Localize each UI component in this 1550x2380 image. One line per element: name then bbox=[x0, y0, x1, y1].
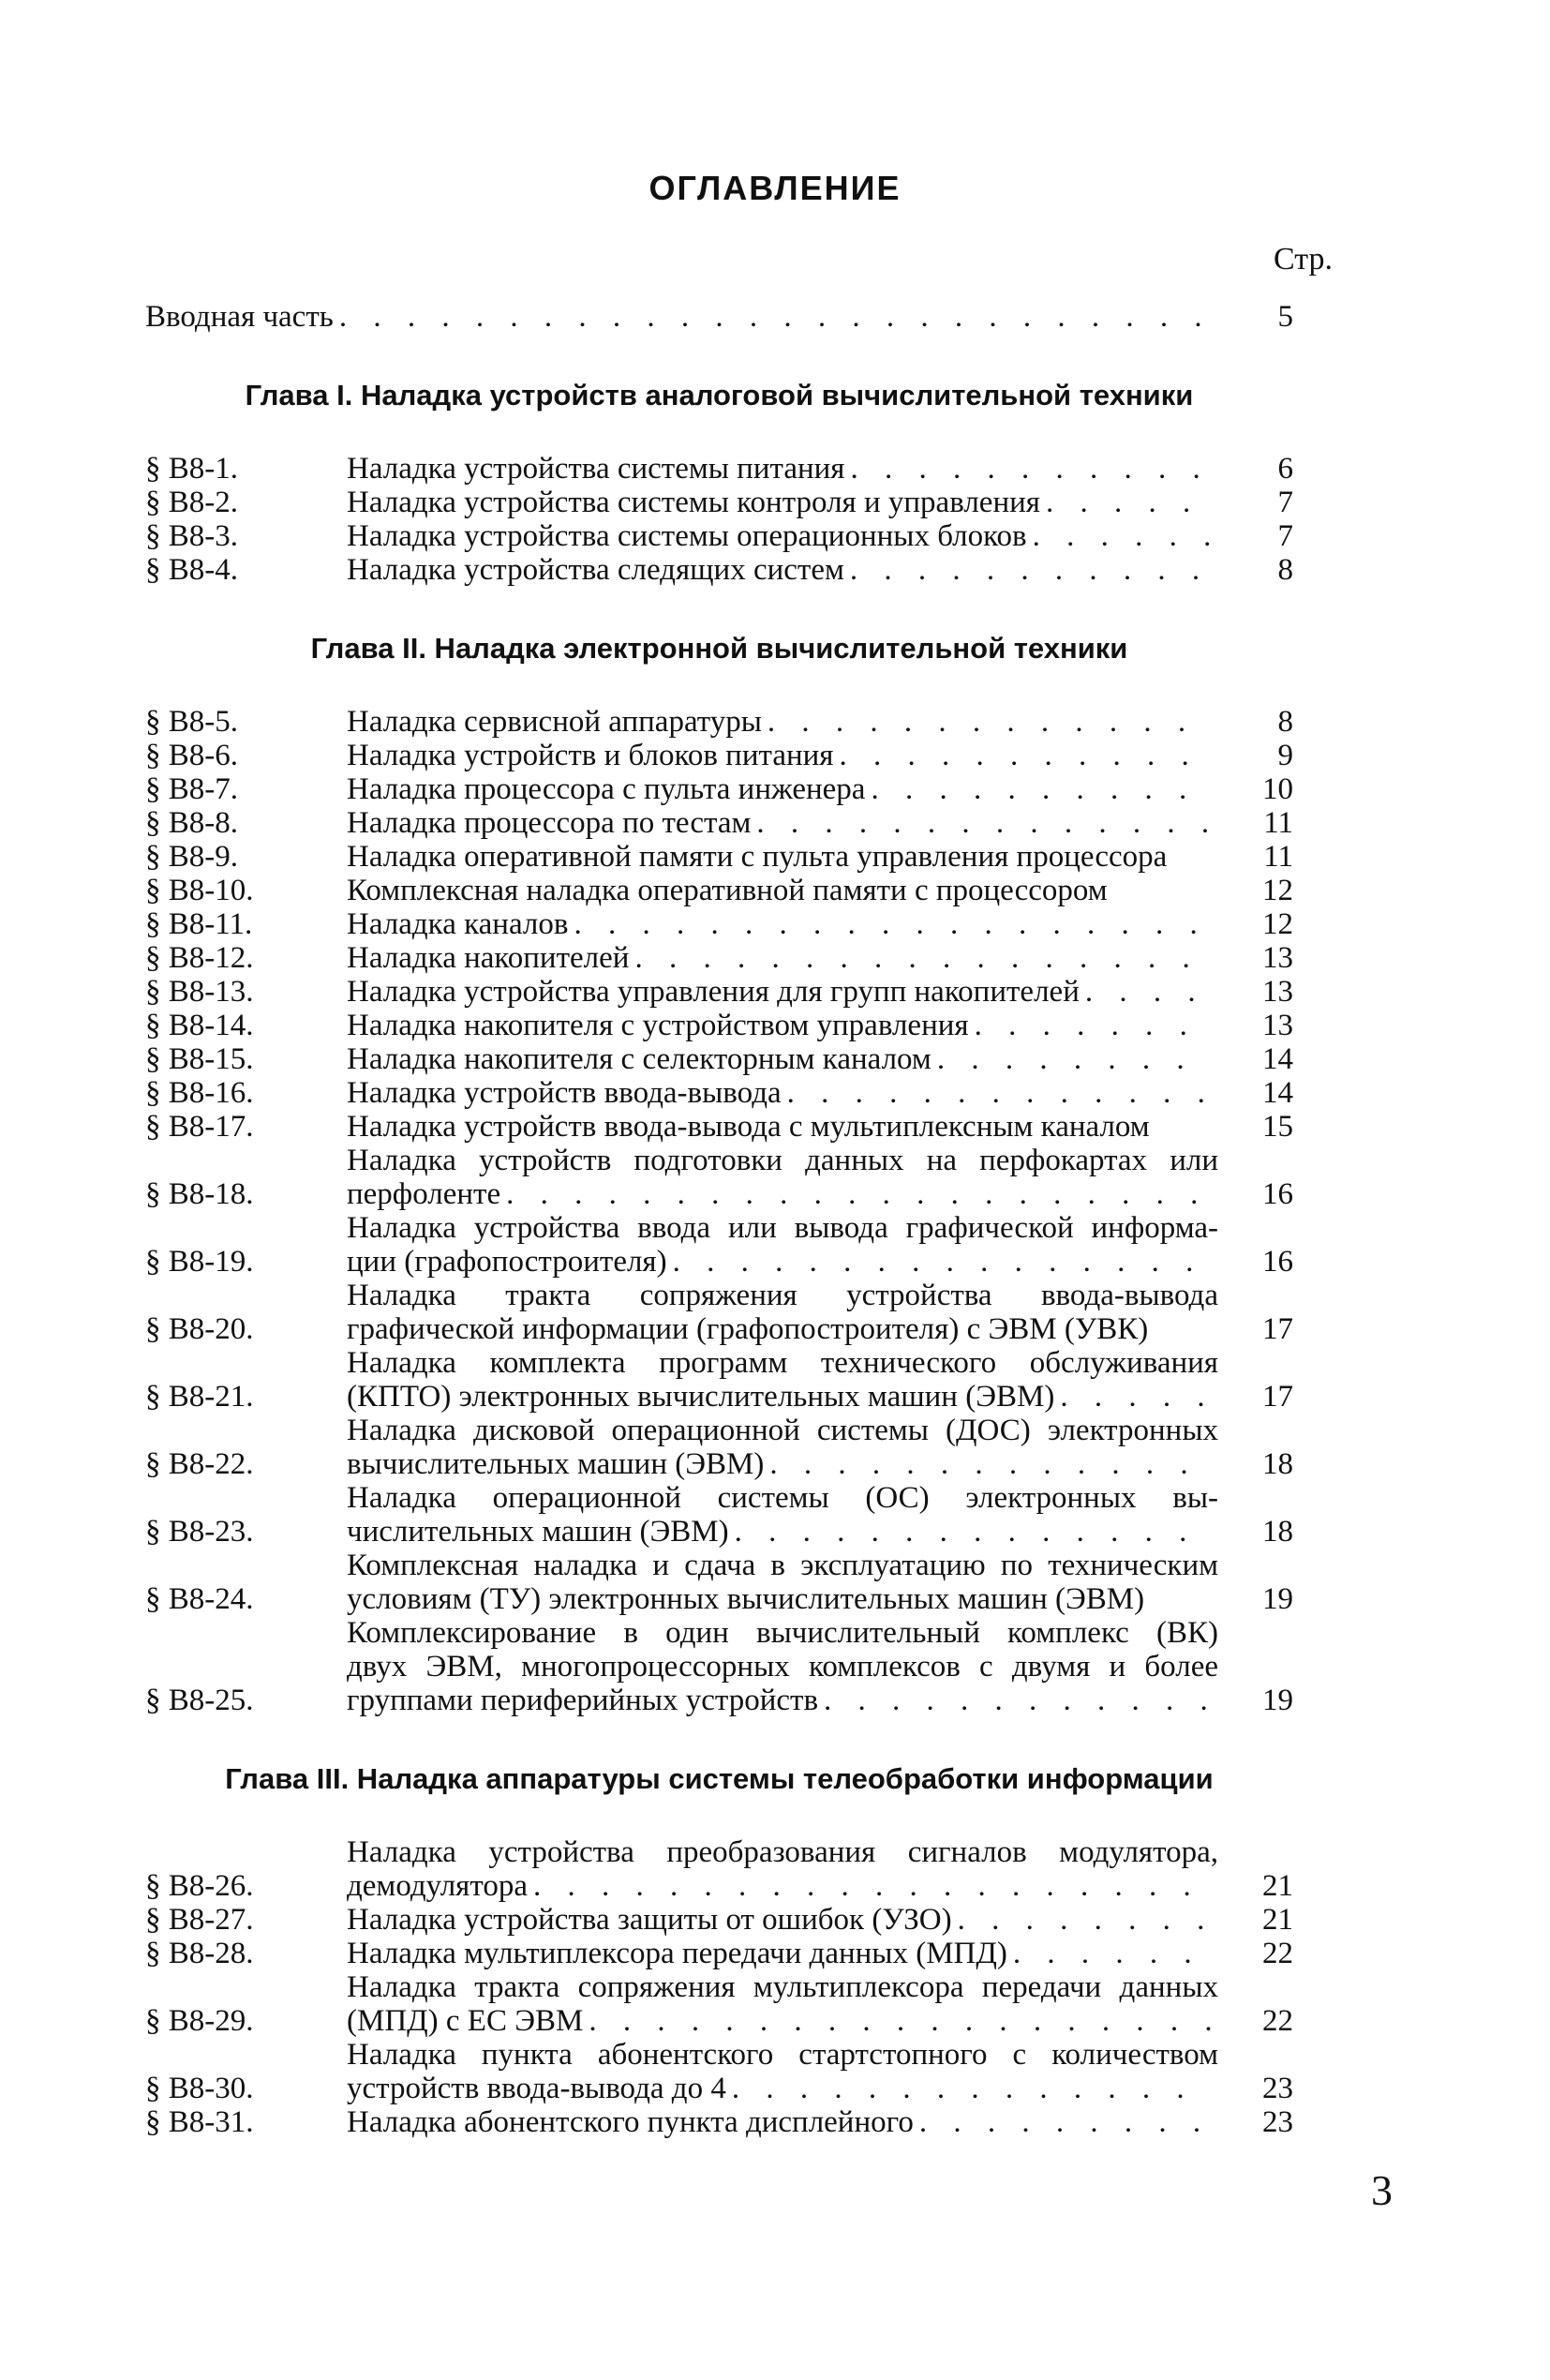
toc-entry-text: Наладка устройств ввода-вывода с мультиплексным каналом bbox=[347, 1110, 1150, 1144]
section-number: § В8-17. bbox=[145, 1110, 254, 1144]
spacer bbox=[145, 334, 1293, 379]
toc-entry-text: Наладка устройства системы питания bbox=[347, 452, 845, 486]
toc-entry[interactable] bbox=[145, 1042, 1293, 1076]
toc-entry-text: Вводная часть bbox=[145, 300, 334, 334]
leader-dots bbox=[787, 1076, 1213, 1110]
section-title bbox=[347, 1616, 1218, 1717]
section-number: § В8-24. bbox=[145, 1582, 254, 1616]
section-title-last-line bbox=[347, 907, 1218, 941]
toc-entry[interactable] bbox=[145, 1903, 1293, 1937]
section-number: § В8-15. bbox=[145, 1042, 254, 1076]
toc-entry-page: 19 bbox=[1262, 1582, 1293, 1616]
toc-entry-page: 12 bbox=[1262, 874, 1293, 907]
spacer bbox=[145, 666, 1293, 705]
section-title-last-line bbox=[347, 1515, 1218, 1549]
section-title-last-line bbox=[347, 1177, 1218, 1211]
section-title bbox=[347, 1835, 1218, 1903]
section-number: § В8-8. bbox=[145, 806, 238, 840]
section-number: § В8-16. bbox=[145, 1076, 254, 1110]
toc-entry-intro[interactable] bbox=[145, 300, 1293, 334]
section-number: § В8-14. bbox=[145, 1009, 254, 1042]
leader-dots bbox=[732, 2072, 1213, 2105]
section-title bbox=[347, 452, 1218, 486]
toc-entry-text: Наладка устройства системы контроля и управления bbox=[347, 486, 1040, 519]
toc-entry[interactable] bbox=[145, 1076, 1293, 1110]
toc-entry[interactable] bbox=[145, 739, 1293, 772]
toc-entry[interactable] bbox=[145, 2038, 1293, 2105]
section-title bbox=[347, 1549, 1218, 1616]
section-title-last-line bbox=[347, 1076, 1218, 1110]
toc-entry[interactable] bbox=[145, 840, 1293, 874]
toc-entry-text: Наладка устройства управления для групп накопителей bbox=[347, 975, 1080, 1009]
section-title bbox=[347, 1076, 1218, 1110]
section-number: § В8-28. bbox=[145, 1937, 254, 1970]
section-title-line: двух ЭВМ, многопроцессорных комплексов с двумя и более bbox=[347, 1650, 1218, 1684]
toc-entry-page: 22 bbox=[1262, 1937, 1293, 1970]
spacer bbox=[145, 1796, 1293, 1835]
toc-entry-page: 18 bbox=[1262, 1447, 1293, 1481]
leader-dots bbox=[589, 2004, 1213, 2038]
section-title bbox=[347, 1481, 1218, 1549]
section-number: § В8-4. bbox=[145, 553, 238, 587]
section-title-line: Наладка устройства ввода или вывода графической информа- bbox=[347, 1211, 1218, 1245]
section-number: § В8-9. bbox=[145, 840, 238, 874]
toc-entry-page: 17 bbox=[1262, 1380, 1293, 1414]
section-title-last-line bbox=[347, 1903, 1218, 1937]
section-title-last-line bbox=[347, 486, 1218, 519]
toc-entry-page: 11 bbox=[1263, 840, 1293, 874]
section-title-last-line bbox=[347, 1110, 1218, 1144]
toc-entry-text: Наладка оперативной памяти с пульта управления процессора bbox=[347, 840, 1168, 874]
toc-entry-page: 17 bbox=[1262, 1312, 1293, 1346]
section-title-line: Наладка тракта сопряжения устройства ввода-вывода bbox=[347, 1279, 1218, 1312]
section-title-last-line bbox=[347, 840, 1218, 874]
toc-entry-page: 14 bbox=[1262, 1076, 1293, 1110]
section-number: § В8-11. bbox=[145, 907, 253, 941]
section-title bbox=[347, 941, 1218, 975]
section-title-line: Наладка операционной системы (ОС) электронных вы- bbox=[347, 1481, 1218, 1515]
toc-entry[interactable] bbox=[145, 975, 1293, 1009]
section-number: § В8-26. bbox=[145, 1869, 254, 1903]
toc-entry[interactable] bbox=[145, 2105, 1293, 2139]
section-title bbox=[347, 1279, 1218, 1346]
toc-entry-text: вычислительных машин (ЭВМ) bbox=[347, 1447, 765, 1481]
toc-entry-text: Наладка процессора с пульта инженера bbox=[347, 772, 866, 806]
section-title-last-line bbox=[347, 705, 1218, 739]
toc-entry-page: 12 bbox=[1262, 907, 1293, 941]
toc-entry[interactable] bbox=[145, 1937, 1293, 1970]
toc-entry-text: группами периферийных устройств bbox=[347, 1684, 819, 1717]
toc-entry[interactable] bbox=[145, 1835, 1293, 1903]
section-title-last-line bbox=[347, 1684, 1218, 1717]
section-number: § В8-22. bbox=[145, 1447, 254, 1481]
section-number: § В8-21. bbox=[145, 1380, 254, 1414]
toc-entry-page: 8 bbox=[1277, 553, 1293, 587]
leader-dots bbox=[975, 1009, 1213, 1042]
section-title-last-line bbox=[347, 2004, 1218, 2038]
toc-entry-page: 7 bbox=[1277, 486, 1293, 519]
section-title bbox=[347, 486, 1218, 519]
toc-entry-page: 11 bbox=[1263, 806, 1293, 840]
section-title-line: Наладка устройств подготовки данных на перфокартах или bbox=[347, 1144, 1218, 1177]
toc-entry-text: Наладка устройства защиты от ошибок (УЗО) bbox=[347, 1903, 952, 1937]
section-number: § В8-25. bbox=[145, 1684, 254, 1717]
section-number: § В8-31. bbox=[145, 2105, 254, 2139]
section-number: § В8-20. bbox=[145, 1312, 254, 1346]
section-number: § В8-19. bbox=[145, 1245, 254, 1279]
section-number: § В8-23. bbox=[145, 1515, 254, 1549]
toc-entry-text: Наладка абонентского пункта дисплейного bbox=[347, 2105, 914, 2139]
leader-dots bbox=[937, 1042, 1213, 1076]
leader-dots bbox=[850, 553, 1213, 587]
leader-dots bbox=[1033, 519, 1213, 553]
section-title-last-line bbox=[347, 806, 1218, 840]
toc-entry[interactable] bbox=[145, 1211, 1293, 1279]
section-title-last-line bbox=[347, 941, 1218, 975]
toc-entry[interactable] bbox=[145, 1009, 1293, 1042]
toc-entry-page: 13 bbox=[1262, 1009, 1293, 1042]
section-title-line: Наладка дисковой операционной системы (ДОС) электронных bbox=[347, 1414, 1218, 1447]
section-number: § В8-3. bbox=[145, 519, 238, 553]
section-title bbox=[347, 705, 1218, 739]
spacer bbox=[145, 412, 1293, 452]
section-title-last-line bbox=[347, 1009, 1218, 1042]
toc-entry-page: 21 bbox=[1262, 1869, 1293, 1903]
section-title-last-line bbox=[347, 739, 1218, 772]
leader-dots bbox=[919, 2105, 1213, 2139]
spacer bbox=[145, 587, 1293, 632]
toc-entry[interactable] bbox=[145, 1414, 1293, 1481]
toc-entry-text: условиям (ТУ) электронных вычислительных машин (ЭВМ) bbox=[347, 1582, 1145, 1616]
leader-dots bbox=[533, 1869, 1213, 1903]
section-title bbox=[347, 2038, 1218, 2105]
leader-dots bbox=[634, 941, 1213, 975]
chapter-heading: Глава II. Наладка электронной вычислительной техники bbox=[310, 632, 1128, 665]
section-title bbox=[347, 874, 1218, 907]
toc-entry-text: (КПТО) электронных вычислительных машин (ЭВМ) bbox=[347, 1380, 1055, 1414]
toc-entry-page: 22 bbox=[1262, 2004, 1293, 2038]
section-title-last-line bbox=[347, 874, 1218, 907]
page-column-label: Стр. bbox=[1273, 242, 1333, 277]
section-title-last-line bbox=[347, 553, 1218, 587]
leader-dots bbox=[1060, 1380, 1213, 1414]
section-title-last-line bbox=[347, 1869, 1218, 1903]
section-number: § В8-7. bbox=[145, 772, 238, 806]
toc-entry-text: Наладка мультиплексора передачи данных (МПД) bbox=[347, 1937, 1007, 1970]
leader-dots bbox=[1046, 486, 1213, 519]
leader-dots bbox=[871, 772, 1213, 806]
toc-entry[interactable] bbox=[145, 907, 1293, 941]
toc-entry-text: Наладка накопителя с устройством управления bbox=[347, 1009, 969, 1042]
toc-entry-page: 23 bbox=[1262, 2072, 1293, 2105]
leader-dots bbox=[506, 1177, 1213, 1211]
toc-entry-text: Комплексная наладка оперативной памяти с процессором bbox=[347, 874, 1108, 907]
section-number: § В8-18. bbox=[145, 1177, 254, 1211]
chapter-heading: Глава III. Наладка аппаратуры системы телеобработки информации bbox=[225, 1762, 1214, 1795]
toc-entry[interactable] bbox=[145, 874, 1293, 907]
section-title-last-line bbox=[347, 1380, 1218, 1414]
toc-entry-text: ции (графопостроителя) bbox=[347, 1245, 667, 1279]
section-number: § В8-29. bbox=[145, 2004, 254, 2038]
toc-entry-text: числительных машин (ЭВМ) bbox=[347, 1515, 729, 1549]
toc-entry-text: демодулятора bbox=[347, 1869, 528, 1903]
section-title bbox=[347, 1937, 1218, 1970]
section-title bbox=[347, 1144, 1218, 1211]
section-title-line: Наладка устройства преобразования сигналов модулятора, bbox=[347, 1835, 1218, 1869]
toc-entry[interactable] bbox=[145, 486, 1293, 519]
page-number: 3 bbox=[1371, 2166, 1393, 2214]
toc-entry-text: Наладка сервисной аппаратуры bbox=[347, 705, 762, 739]
section-title-line: Наладка комплекта программ технического обслуживания bbox=[347, 1346, 1218, 1380]
toc-entry[interactable] bbox=[145, 1970, 1293, 2038]
toc-entry-text: Наладка накопителя с селекторным каналом bbox=[347, 1042, 931, 1076]
toc-entry-page: 16 bbox=[1262, 1177, 1293, 1211]
section-title-last-line bbox=[347, 519, 1218, 553]
toc-entry-text: устройств ввода-вывода до 4 bbox=[347, 2072, 726, 2105]
section-title bbox=[347, 1903, 1218, 1937]
section-title-last-line bbox=[347, 975, 1218, 1009]
toc-entry-page: 18 bbox=[1262, 1515, 1293, 1549]
toc-entry-page: 15 bbox=[1262, 1110, 1293, 1144]
section-title-line: Комплексная наладка и сдача в эксплуатацию по техническим bbox=[347, 1549, 1218, 1582]
leader-dots bbox=[769, 1447, 1213, 1481]
section-title-last-line bbox=[347, 1245, 1218, 1279]
toc-entry-text: Наладка каналов bbox=[347, 907, 569, 941]
section-title-line: Наладка пункта абонентского стартстопного с количеством bbox=[347, 2038, 1218, 2072]
section-title bbox=[347, 1970, 1218, 2038]
section-title bbox=[347, 1009, 1218, 1042]
leader-dots bbox=[756, 806, 1213, 840]
section-title bbox=[347, 739, 1218, 772]
toc-entry-page: 8 bbox=[1277, 705, 1293, 739]
section-title-last-line bbox=[347, 1312, 1218, 1346]
toc-entry[interactable] bbox=[145, 553, 1293, 587]
section-number: § В8-1. bbox=[145, 452, 238, 486]
section-number: § В8-6. bbox=[145, 739, 238, 772]
leader-dots bbox=[839, 739, 1213, 772]
toc-entry-text: перфоленте bbox=[347, 1177, 501, 1211]
section-title bbox=[347, 806, 1218, 840]
toc-entry-page: 7 bbox=[1277, 519, 1293, 553]
toc-entry-text: Наладка устройств и блоков питания bbox=[347, 739, 834, 772]
section-title bbox=[347, 907, 1218, 941]
toc-entry[interactable] bbox=[145, 1144, 1293, 1211]
toc-entry[interactable] bbox=[145, 1346, 1293, 1414]
spacer bbox=[145, 1717, 1293, 1762]
toc-entry[interactable] bbox=[145, 1110, 1293, 1144]
section-number: § В8-30. bbox=[145, 2072, 254, 2105]
toc-entry[interactable] bbox=[145, 452, 1293, 486]
section-title-last-line bbox=[347, 1582, 1218, 1616]
table-of-contents bbox=[145, 300, 1293, 2139]
section-title bbox=[347, 1042, 1218, 1076]
section-title-line: Комплексирование в один вычислительный комплекс (ВК) bbox=[347, 1616, 1218, 1650]
toc-entry-text: Наладка устройства системы операционных блоков bbox=[347, 519, 1027, 553]
section-title bbox=[347, 1211, 1218, 1279]
toc-entry-text: Наладка устройства следящих систем bbox=[347, 553, 844, 587]
section-title bbox=[347, 1414, 1218, 1481]
toc-entry[interactable] bbox=[145, 941, 1293, 975]
leader-dots bbox=[958, 1903, 1213, 1937]
toc-entry[interactable] bbox=[145, 1481, 1293, 1549]
toc-entry[interactable] bbox=[145, 772, 1293, 806]
toc-entry-page: 19 bbox=[1262, 1684, 1293, 1717]
toc-entry[interactable] bbox=[145, 1549, 1293, 1616]
toc-entry[interactable] bbox=[145, 519, 1293, 553]
toc-entry-text: (МПД) с ЕС ЭВМ bbox=[347, 2004, 584, 2038]
leader-dots bbox=[673, 1245, 1213, 1279]
toc-entry[interactable] bbox=[145, 806, 1293, 840]
section-title bbox=[347, 772, 1218, 806]
toc-entry-page: 13 bbox=[1262, 975, 1293, 1009]
toc-entry[interactable] bbox=[145, 1616, 1293, 1717]
section-number: § В8-10. bbox=[145, 874, 254, 907]
leader-dots bbox=[1085, 975, 1213, 1009]
leader-dots bbox=[1013, 1937, 1213, 1970]
section-title-last-line bbox=[347, 2072, 1218, 2105]
section-title-last-line bbox=[347, 452, 1218, 486]
section-number: § В8-12. bbox=[145, 941, 254, 975]
section-number: § В8-2. bbox=[145, 486, 238, 519]
section-title bbox=[347, 553, 1218, 587]
section-title-last-line bbox=[347, 772, 1218, 806]
section-title bbox=[347, 1110, 1218, 1144]
toc-entry-page: 16 bbox=[1262, 1245, 1293, 1279]
toc-entry-page: 10 bbox=[1262, 772, 1293, 806]
section-title-last-line bbox=[347, 1042, 1218, 1076]
section-number: § В8-27. bbox=[145, 1903, 254, 1937]
toc-entry-page: 23 bbox=[1262, 2105, 1293, 2139]
toc-entry-page: 6 bbox=[1277, 452, 1293, 486]
leader-dots bbox=[574, 907, 1213, 941]
toc-entry-page: 13 bbox=[1262, 941, 1293, 975]
section-number: § В8-13. bbox=[145, 975, 254, 1009]
section-title-last-line bbox=[347, 1447, 1218, 1481]
toc-entry[interactable] bbox=[145, 1279, 1293, 1346]
section-title bbox=[347, 1346, 1218, 1414]
section-title-line: Наладка тракта сопряжения мультиплексора передачи данных bbox=[347, 1970, 1218, 2004]
chapter-heading: Глава I. Наладка устройств аналоговой вычислительной техники bbox=[245, 379, 1194, 412]
toc-entry-text: Наладка накопителей bbox=[347, 941, 630, 975]
section-title bbox=[347, 840, 1218, 874]
toc-entry-page: 5 bbox=[1277, 300, 1293, 334]
toc-entry-page: 21 bbox=[1262, 1903, 1293, 1937]
section-title-last-line bbox=[347, 2105, 1218, 2139]
section-title bbox=[347, 975, 1218, 1009]
leader-dots bbox=[824, 1684, 1213, 1717]
section-title-last-line bbox=[347, 1937, 1218, 1970]
leader-dots bbox=[735, 1515, 1213, 1549]
toc-entry[interactable] bbox=[145, 705, 1293, 739]
toc-entry-page: 9 bbox=[1277, 739, 1293, 772]
toc-entry-page: 14 bbox=[1262, 1042, 1293, 1076]
leader-dots bbox=[768, 705, 1213, 739]
section-title bbox=[347, 2105, 1218, 2139]
leader-dots bbox=[850, 452, 1213, 486]
toc-entry-text: Наладка устройств ввода-вывода bbox=[347, 1076, 782, 1110]
page-title: ОГЛАВЛЕНИЕ bbox=[648, 169, 902, 207]
leader-dots bbox=[339, 300, 1213, 334]
section-title bbox=[347, 519, 1218, 553]
toc-entry-text: графической информации (графопостроителя) с ЭВМ (УВК) bbox=[347, 1312, 1149, 1346]
section-number: § В8-5. bbox=[145, 705, 238, 739]
toc-entry-text: Наладка процессора по тестам bbox=[347, 806, 752, 840]
